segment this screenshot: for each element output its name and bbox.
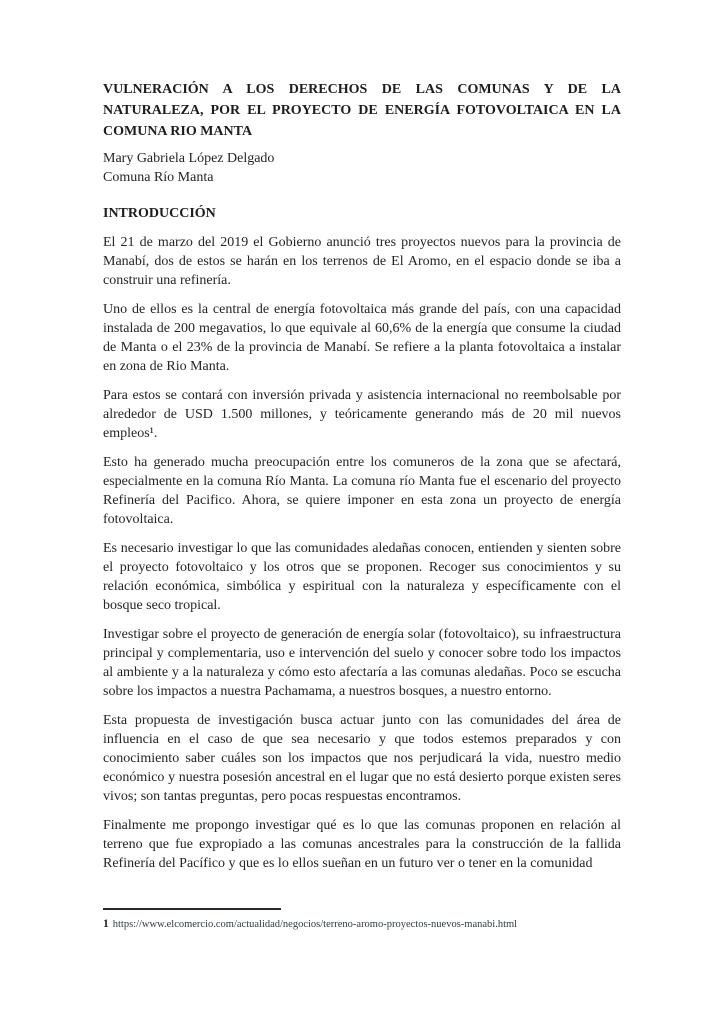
document-title-line-3: COMUNA RIO MANTA	[103, 124, 253, 139]
author-affiliation: Comuna Río Manta	[103, 170, 214, 185]
paragraph-8: Finalmente me propongo investigar qué es lo que las comunas proponen en relación al terreno que fue expropiado a las comunas ancestrales para la construcción de la fallida Refinería del Pacífico y que es lo ellos sueñan en un futuro ver o tener en la comunidad	[103, 818, 621, 871]
paragraph-3: Para estos se contará con inversión privada y asistencia internacional no reembolsable por alrededor de USD 1.500 millones, y teóricamente generando más de 20 mil nuevos empleos¹.	[103, 388, 621, 441]
paragraph-7: Esta propuesta de investigación busca actuar junto con las comunidades del área de influencia en el caso de que sea necesario y que todos estemos preparados y con conocimiento saber cuáles son los impactos que nos perjudicará la vida, nuestro medio económico y nuestra posesión ancestral en el lugar que no está desierto porque existen seres vivos; son tantas preguntas, pero pocas respuestas encontramos.	[103, 713, 621, 804]
paragraph-5: Es necesario investigar lo que las comunidades aledañas conocen, entienden y sienten sobre el proyecto fotovoltaico y los otros que se proponen. Recoger sus conocimientos y su relación económica, simbólica y espiritual con la naturaleza y específicamente con el bosque seco tropical.	[103, 541, 621, 613]
paragraph-1: El 21 de marzo del 2019 el Gobierno anunció tres proyectos nuevos para la provincia de Manabí, dos de estos se harán en los terrenos de El Aromo, en el espacio donde se iba a construir una refinería.	[103, 235, 621, 288]
paragraph-4: Esto ha generado mucha preocupación entre los comuneros de la zona que se afectará, especialmente en la comuna Río Manta. La comuna río Manta fue el escenario del proyecto Refinería del Pacifico. Ahora, se quiere imponer en esta zona un proyecto de energía fotovoltaica.	[103, 455, 621, 527]
page-content	[103, 79, 621, 883]
document-title-line-1: VULNERACIÓN A LOS DERECHOS DE LAS COMUNAS Y DE LA	[103, 82, 621, 97]
footnote	[103, 918, 621, 931]
author-name: Mary Gabriela López Delgado	[103, 151, 275, 166]
paragraph-2: Uno de ellos es la central de energía fotovoltaica más grande del país, con una capacidad instalada de 200 megavatios, lo que equivale al 60,6% de la energía que consume la ciudad de Manta o el 23% de la provincia de Manabí. Se refiere a la planta fotovoltaica a instalar en zona de Rio Manta.	[103, 302, 621, 374]
document-title	[103, 79, 621, 142]
paragraph-6: Investigar sobre el proyecto de generación de energía solar (fotovoltaico), su infraestructura principal y complementaria, uso e intervención del suelo y conocer sobre todo los impactos al ambiente y a la naturaleza y cómo esto afectaría a las comunas aledañas. Poco se escucha sobre los impactos a nuestra Pachamama, a nuestros bosques, a nuestro entorno.	[103, 627, 621, 699]
author-block	[103, 149, 621, 187]
footnote-separator	[103, 908, 281, 910]
footnote-url: https://www.elcomercio.com/actualidad/negocios/terreno-aromo-proyectos-nuevos-manabi.html	[112, 919, 518, 930]
footnote-number: 1	[103, 918, 109, 930]
footnote-area	[103, 908, 621, 931]
body-text	[103, 233, 621, 873]
document-title-line-2: NATURALEZA, POR EL PROYECTO DE ENERGÍA FOTOVOLTAICA EN LA	[103, 103, 621, 118]
section-heading-introduccion: INTRODUCCIÓN	[103, 206, 216, 221]
